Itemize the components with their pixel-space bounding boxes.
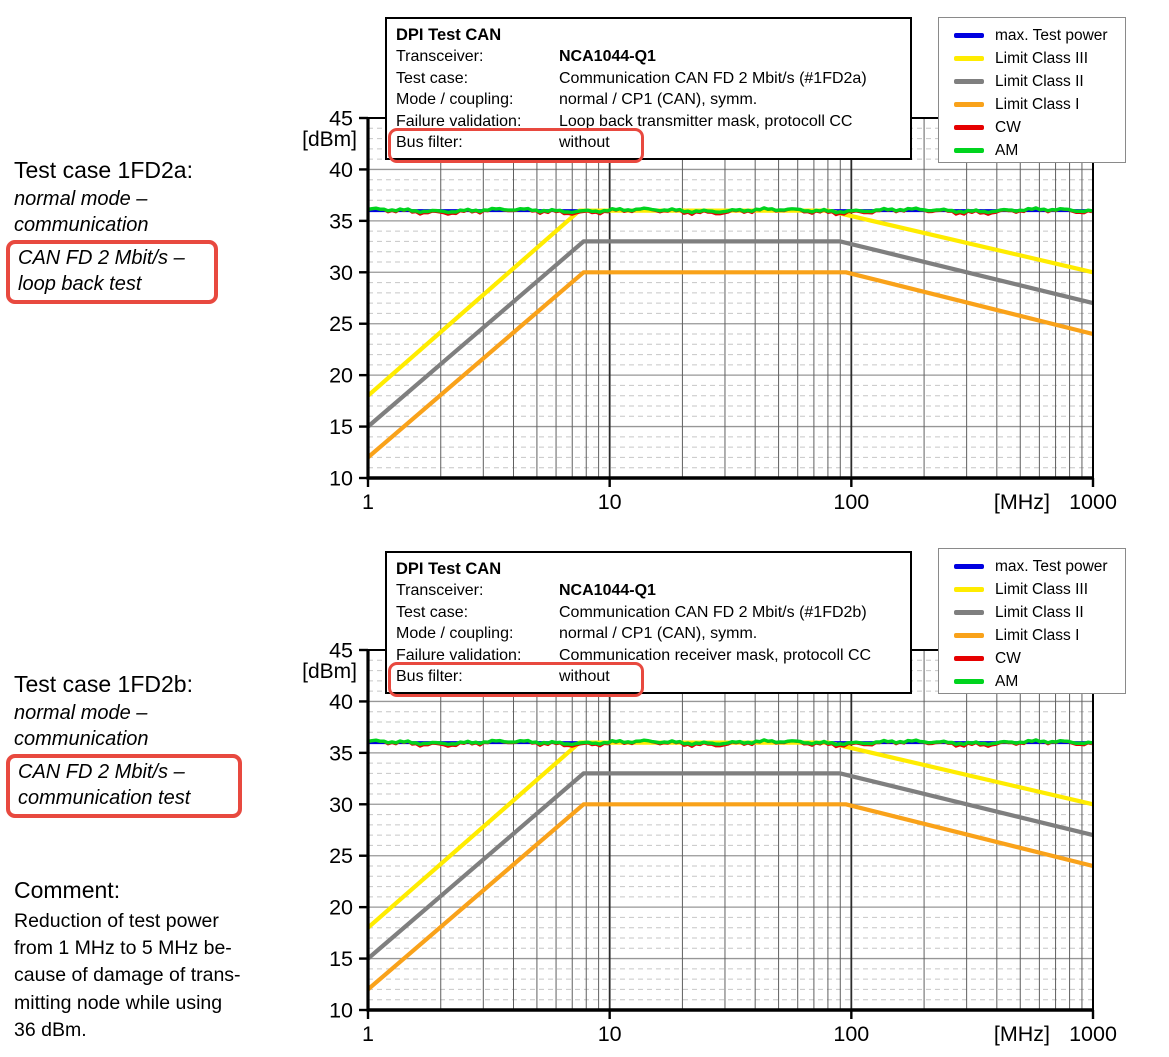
legend-label: CW [995, 118, 1021, 136]
info-row [396, 68, 902, 90]
legend-label: Limit Class II [995, 72, 1084, 90]
side-note-1fd2b [14, 670, 304, 818]
legend-item [954, 601, 1125, 624]
side-note-line: communication [14, 728, 149, 750]
y-tick-label: 10 [329, 466, 353, 491]
legend-label: Limit Class I [995, 626, 1080, 644]
x-axis-unit: [MHz] [993, 490, 1051, 514]
x-axis-unit: [MHz] [993, 1022, 1051, 1046]
info-row-label: Failure validation: [396, 646, 522, 664]
info-row-value: without [559, 668, 610, 685]
legend-item [954, 139, 1125, 162]
x-tick-label: 100 [833, 1022, 870, 1046]
legend-line-swatch [954, 102, 984, 107]
legend-item [954, 116, 1125, 139]
y-tick-label: 35 [329, 741, 353, 766]
legend-line-swatch [954, 125, 984, 130]
info-row-value: Loop back transmitter mask, protocoll CC [559, 112, 853, 130]
legend-item [954, 70, 1125, 93]
x-tick-label: 10 [597, 1022, 622, 1046]
x-tick-label: 1000 [1069, 490, 1117, 514]
y-tick-label: 40 [329, 689, 353, 714]
bus-filter-highlight-box [388, 662, 644, 697]
y-axis-unit: [dBm] [302, 660, 357, 683]
side-note-boxed-line: loop back test [18, 273, 142, 295]
info-row-label: Bus filter: [396, 134, 463, 151]
y-tick-label: 45 [329, 106, 353, 131]
legend-label: max. Test power [995, 557, 1108, 575]
info-row-label: Transceiver: [396, 582, 484, 599]
y-tick-label: 15 [329, 415, 353, 440]
comment-line: cause of damage of trans- [14, 964, 241, 987]
legend-item [954, 647, 1125, 670]
legend-item [954, 93, 1125, 116]
legend-item [954, 47, 1125, 70]
legend-line-swatch [954, 56, 984, 61]
comment-line: 36 dBm. [14, 1018, 87, 1041]
test-info-box-1fd2a [385, 17, 912, 160]
chart-legend-top [938, 17, 1126, 163]
legend-label: Limit Class III [995, 580, 1089, 598]
side-note-boxed-line: communication test [18, 787, 191, 809]
x-tick-label: 1 [362, 490, 374, 514]
x-tick-label: 10 [597, 490, 622, 514]
legend-item [954, 555, 1125, 578]
side-note-boxed-line: CAN FD 2 Mbit/s – [18, 761, 185, 783]
y-tick-label: 30 [329, 792, 353, 817]
y-tick-label: 25 [329, 312, 353, 337]
legend-label: AM [995, 141, 1019, 159]
info-row-label: Test case: [396, 603, 469, 621]
legend-label: max. Test power [995, 26, 1108, 44]
legend-line-swatch [954, 79, 984, 84]
info-row-value: normal / CP1 (CAN), symm. [559, 91, 758, 108]
info-row-value: NCA1044-Q1 [559, 582, 656, 599]
legend-line-swatch [954, 679, 984, 684]
comment-line: from 1 MHz to 5 MHz be- [14, 937, 232, 960]
comment-block [14, 876, 314, 1044]
test-info-box-1fd2b [385, 551, 912, 694]
info-row-value: normal / CP1 (CAN), symm. [559, 625, 758, 642]
info-row [396, 46, 902, 68]
legend-item [954, 624, 1125, 647]
legend-line-swatch [954, 148, 984, 153]
side-note-title: Test case 1FD2a: [14, 157, 193, 183]
y-tick-label: 35 [329, 209, 353, 234]
y-tick-label: 10 [329, 998, 353, 1023]
dpi-chart-1fd2a [290, 100, 1169, 524]
info-row [396, 623, 902, 645]
side-note-1fd2a [14, 156, 304, 304]
legend-label: Limit Class III [995, 49, 1089, 67]
legend-label: Limit Class I [995, 95, 1080, 113]
legend-line-swatch [954, 633, 984, 638]
y-tick-label: 30 [329, 260, 353, 285]
x-tick-label: 1 [362, 1022, 374, 1046]
y-tick-label: 25 [329, 844, 353, 869]
legend-line-swatch [954, 656, 984, 661]
legend-label: Limit Class II [995, 603, 1084, 621]
legend-line-swatch [954, 587, 984, 592]
series-am [368, 208, 1092, 213]
info-box-title: DPI Test CAN [396, 560, 502, 578]
comment-line: mitting node while using [14, 991, 223, 1014]
info-row-value: Communication CAN FD 2 Mbit/s (#1FD2a) [559, 69, 867, 87]
info-row [396, 89, 902, 111]
info-row [396, 580, 902, 602]
bus-filter-highlight-box [388, 128, 644, 163]
info-row-value: without [559, 134, 610, 151]
x-tick-label: 100 [833, 490, 870, 514]
legend-line-swatch [954, 564, 984, 569]
info-row-value: Communication receiver mask, protocoll CC [559, 646, 872, 664]
side-note-title: Test case 1FD2b: [14, 671, 193, 697]
legend-label: AM [995, 672, 1019, 690]
info-row [396, 602, 902, 624]
y-axis-unit: [dBm] [302, 128, 357, 151]
info-row-label: Mode / coupling: [396, 625, 514, 642]
red-highlight-box [6, 240, 218, 304]
legend-line-swatch [954, 610, 984, 615]
legend-item [954, 670, 1125, 693]
y-tick-label: 20 [329, 895, 353, 920]
comment-line: Reduction of test power [14, 910, 219, 932]
red-highlight-box [6, 754, 242, 818]
y-tick-label: 40 [329, 157, 353, 182]
info-row-label: Bus filter: [396, 668, 463, 685]
side-note-line: normal mode – [14, 702, 148, 724]
info-row-value: Communication CAN FD 2 Mbit/s (#1FD2b) [559, 603, 867, 621]
side-note-line: normal mode – [14, 188, 148, 210]
side-note-line: communication [14, 214, 149, 236]
x-tick-label: 1000 [1069, 1022, 1117, 1046]
legend-line-swatch [954, 33, 984, 38]
info-row-label: Failure validation: [396, 112, 522, 130]
legend-item [954, 578, 1125, 601]
info-row-label: Test case: [396, 69, 469, 87]
series-am [368, 740, 1092, 745]
y-tick-label: 45 [329, 638, 353, 663]
info-box-title: DPI Test CAN [396, 26, 502, 44]
comment-title: Comment: [14, 877, 121, 903]
legend-label: CW [995, 649, 1021, 667]
legend-item [954, 24, 1125, 47]
side-note-boxed-line: CAN FD 2 Mbit/s – [18, 247, 185, 269]
info-row-label: Transceiver: [396, 48, 484, 65]
info-row-value: NCA1044-Q1 [559, 48, 656, 65]
y-tick-label: 20 [329, 363, 353, 388]
y-tick-label: 15 [329, 947, 353, 972]
info-row-label: Mode / coupling: [396, 91, 514, 108]
chart-legend-bottom [938, 548, 1126, 694]
